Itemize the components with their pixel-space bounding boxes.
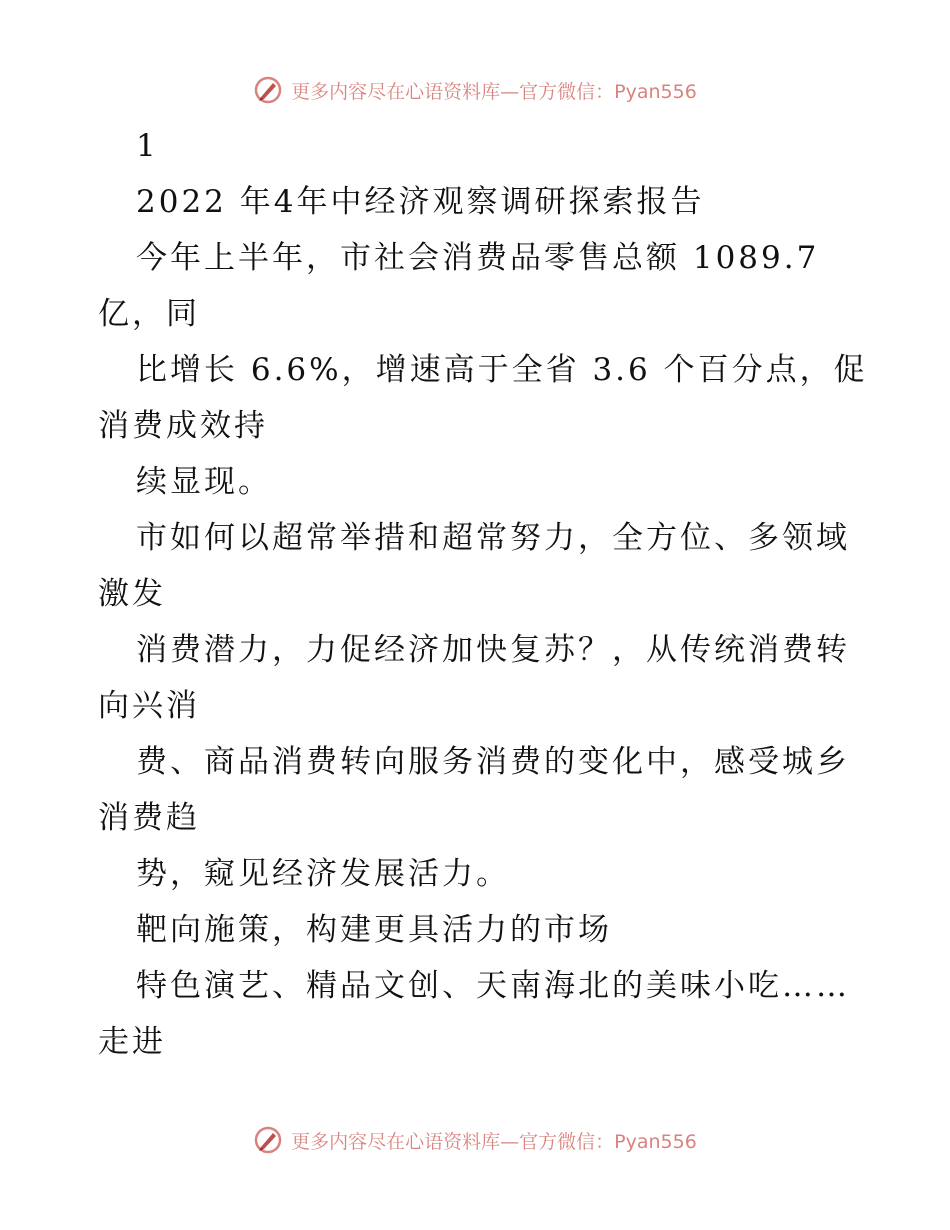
- watermark-text: 更多内容尽在心语资料库—官方微信：: [291, 1130, 615, 1153]
- text-line: 消费趋: [98, 800, 200, 836]
- footer-watermark: [0, 1122, 950, 1158]
- text-line: 今年上半年，市社会消费品零售总额 1089.7: [136, 240, 820, 276]
- text-line: 特色演艺、精品文创、天南海北的美味小吃……: [136, 968, 850, 1004]
- document-title: 2022 年4年中经济观察调研探索报告: [136, 184, 705, 220]
- text-line: 消费成效持: [98, 408, 268, 444]
- text-line: 亿，同: [98, 296, 200, 332]
- paragraph-lines: [98, 230, 868, 1070]
- text-line: 激发: [98, 576, 166, 612]
- text-line: 靶向施策，构建更具活力的市场: [136, 912, 612, 948]
- text-line: 费、商品消费转向服务消费的变化中，感受城乡: [136, 744, 850, 780]
- text-line: 续显现。: [136, 464, 272, 500]
- quill-pen-logo-icon: [253, 1125, 283, 1155]
- text-line: 消费潜力，力促经济加快复苏？，从传统消费转: [136, 632, 850, 668]
- document-body: [98, 118, 868, 1070]
- text-line: 走进: [98, 1024, 166, 1060]
- watermark-text: 更多内容尽在心语资料库—官方微信：: [291, 80, 615, 103]
- text-line: 比增长 6.6%，增速高于全省 3.6 个百分点，促: [136, 352, 868, 388]
- text-line: 势，窥见经济发展活力。: [136, 856, 510, 892]
- watermark-wechat-id: Pyan556: [614, 80, 697, 103]
- text-line: 市如何以超常举措和超常努力，全方位、多领域: [136, 520, 850, 556]
- header-watermark: [0, 72, 950, 108]
- watermark-wechat-id: Pyan556: [614, 1130, 697, 1153]
- page-number: 1: [136, 128, 159, 164]
- text-line: 向兴消: [98, 688, 200, 724]
- quill-pen-logo-icon: [253, 75, 283, 105]
